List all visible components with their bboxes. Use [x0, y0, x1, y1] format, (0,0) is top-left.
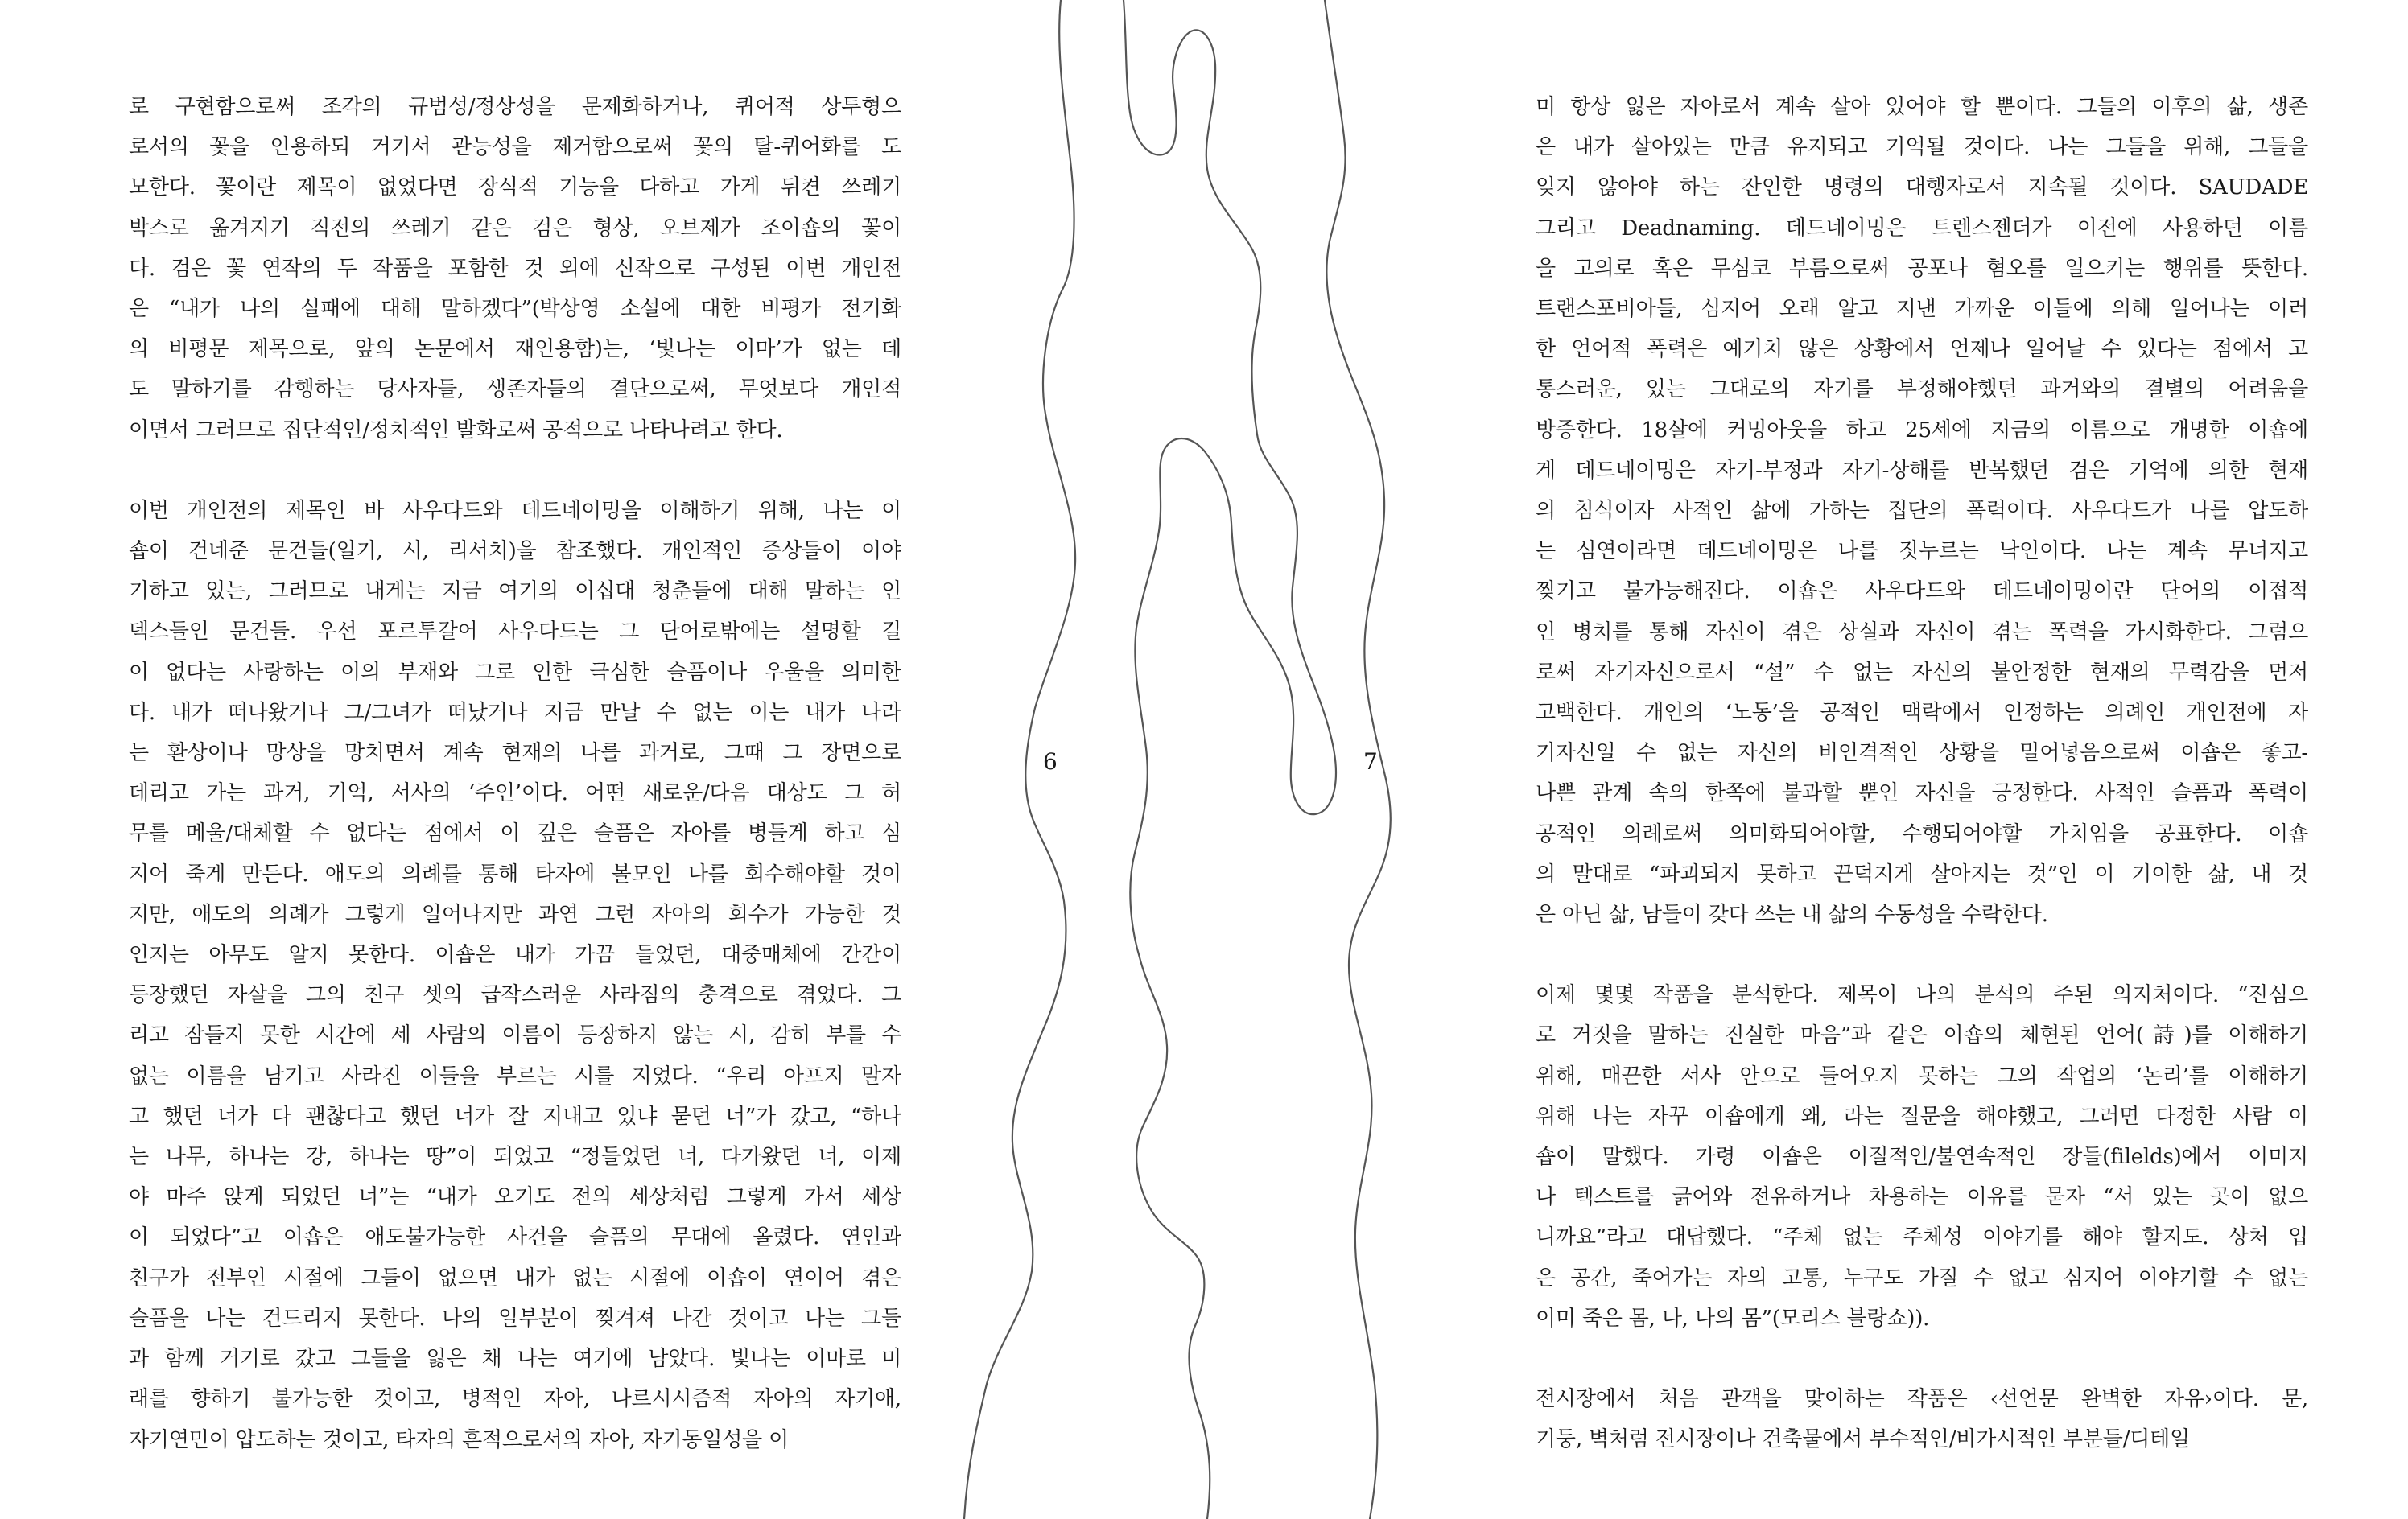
text-line: 이번 개인전의 제목인 바 사우다드와 데드네이밍을 이해하기 위해, 나는 이: [129, 498, 901, 523]
text-line: 전시장에서 처음 관객을 맞이하는 작품은 ‹선언문 완벽한 자유›이다. 문,: [1536, 1387, 2308, 1412]
text-line: 방증한다. 18살에 커밍아웃을 하고 25세에 지금의 이름으로 개명한 이숍에: [1536, 418, 2308, 443]
text-line: 게 데드네이밍은 자기-부정과 자기-상해를 반복했던 검은 기억에 의한 현재: [1536, 458, 2308, 483]
text-line: 친구가 전부인 시절에 그들이 없으면 내가 없는 시절에 이숍이 연이어 겪은: [129, 1266, 901, 1291]
text-line: 을 고의로 혹은 무심코 부름으로써 공포나 혐오를 일으키는 행위를 뜻한다.: [1536, 256, 2308, 281]
text-line: 도 말하기를 감행하는 당사자들, 생존자들의 결단으로써, 무엇보다 개인적: [129, 377, 901, 402]
text-line: 리고 잠들지 못한 시간에 세 사람의 이름이 등장하지 않는 시, 감히 부를 수: [129, 1023, 901, 1048]
text-line: 미 항상 잃은 자아로서 계속 살아 있어야 할 뿐이다. 그들의 이후의 삶, 생존: [1536, 95, 2308, 119]
text-line: 위해, 매끈한 서사 안으로 들어오지 못하는 그의 작업의 ‘논리’를 이해하기: [1536, 1064, 2308, 1089]
text-line: 기둥, 벽처럼 전시장이나 건축물에서 부수적인/비가시적인 부분들/디테일: [1536, 1427, 2190, 1452]
text-line: 다. 검은 꽃 연작의 두 작품을 포함한 것 외에 신작으로 구성된 이번 개인전: [129, 256, 901, 281]
text-line: 은 아닌 삶, 남들이 갖다 쓰는 내 삶의 수동성을 수락한다.: [1536, 903, 2048, 928]
right-page: [1204, 0, 2408, 1519]
text-line: 이면서 그러므로 집단적인/정치적인 발화로써 공적으로 나타나려고 한다.: [129, 418, 783, 443]
text-line: 의 말대로 “파괴되지 못하고 끈덕지게 살아지는 것”인 이 기이한 삶, 내 것: [1536, 862, 2308, 887]
text-line: 은 공간, 죽어가는 자의 고통, 누구도 가질 수 없고 심지어 이야기할 수 없는: [1536, 1266, 2308, 1291]
text-line: 이 없다는 사랑하는 이의 부재와 그로 인한 극심한 슬픔이나 우울을 의미한: [129, 660, 901, 685]
text-line: 의 비평문 제목으로, 앞의 논문에서 재인용함)는, ‘빛나는 이마’가 없는 데: [129, 337, 901, 362]
text-line: 기자신일 수 없는 자신의 비인격적인 상황을 밀어넣음으로써 이숍은 좋고-: [1536, 741, 2308, 766]
text-line: 등장했던 자살을 그의 친구 셋의 급작스러운 사라짐의 충격으로 겪었다. 그: [129, 983, 901, 1008]
text-line: 는 환상이나 망상을 망치면서 계속 현재의 나를 과거로, 그때 그 장면으로: [129, 741, 901, 766]
text-line: 로써 자기자신으로서 “설” 수 없는 자신의 불안정한 현재의 무력감을 먼저: [1536, 660, 2308, 685]
text-line: 없는 이름을 남기고 사라진 이들을 부르는 시를 지었다. “우리 아프지 말자: [129, 1064, 901, 1089]
paragraph: [129, 491, 901, 1460]
left-page-text-column: [129, 87, 901, 1500]
text-line: 나쁜 관계 속의 한쪽에 불과할 뿐인 자신을 긍정한다. 사적인 슬픔과 폭력이: [1536, 781, 2308, 806]
text-line: 기하고 있는, 그러므로 내게는 지금 여기의 이십대 청춘들에 대해 말하는 인: [129, 579, 901, 604]
text-line: 지만, 애도의 의례가 그렇게 일어나지만 과연 그런 자아의 회수가 가능한 것: [129, 902, 901, 927]
text-line: 통스러운, 있는 그대로의 자기를 부정해야했던 과거와의 결별의 어려움을: [1536, 377, 2308, 402]
text-line: 은 “내가 나의 실패에 대해 말하겠다”(박상영 소설에 대한 비평가 전기화: [129, 297, 901, 322]
text-line: 무를 메울/대체할 수 없다는 점에서 이 깊은 슬픔은 자아를 병들게 하고 심: [129, 821, 901, 846]
text-line: 이미 죽은 몸, 나, 나의 몸”(모리스 블랑쇼)).: [1536, 1306, 1930, 1331]
text-line: 위해 나는 자꾸 이숍에게 왜, 라는 질문을 해야했고, 그러면 다정한 사람 이: [1536, 1104, 2308, 1129]
text-line: 은 내가 살아있는 만큼 유지되고 기억될 것이다. 나는 그들을 위해, 그들을: [1536, 135, 2308, 160]
text-line: 공적인 의례로써 의미화되어야할, 수행되어야할 가치임을 공표한다. 이숍: [1536, 821, 2308, 846]
page-number: 6: [1043, 748, 1058, 775]
text-line: 의 침식이자 사적인 삶에 가하는 집단의 폭력이다. 사우다드가 나를 압도하: [1536, 499, 2308, 524]
page-number: 7: [1363, 748, 1378, 775]
paragraph: [1536, 975, 2308, 1339]
text-line: 고 했던 너가 다 괜찮다고 했던 너가 잘 지내고 있냐 묻던 너”가 갔고, “하나: [129, 1104, 901, 1129]
text-line: 야 마주 앉게 되었던 너”는 “내가 오기도 전의 세상처럼 그렇게 가서 세상: [129, 1185, 901, 1210]
text-line: 잊지 않아야 하는 잔인한 명령의 대행자로서 지속될 것이다. SAUDADE: [1536, 175, 2308, 200]
text-line: 다. 내가 떠나왔거나 그/그녀가 떠났거나 지금 만날 수 없는 이는 내가 나라: [129, 700, 901, 725]
text-line: 박스로 옮겨지기 직전의 쓰레기 같은 검은 형상, 오브제가 조이숍의 꽃이: [129, 216, 901, 241]
text-line: 로 거짓을 말하는 진실한 마음”과 같은 이숍의 체현된 언어(詩)를 이해하기: [1536, 1023, 2308, 1048]
text-line: 고백한다. 개인의 ‘노동’을 공적인 맥락에서 인정하는 의례인 개인전에 자: [1536, 701, 2308, 726]
text-line: 데리고 가는 과거, 기억, 서사의 ‘주인’이다. 어떤 새로운/다음 대상도 그 허: [129, 781, 901, 806]
text-line: 이 되었다”고 이숍은 애도불가능한 사건을 슬픔의 무대에 올렸다. 연인과: [129, 1225, 901, 1250]
paragraph: [1536, 1379, 2308, 1459]
text-line: 모한다. 꽃이란 제목이 없었다면 장식적 기능을 다하고 가게 뒤켠 쓰레기: [129, 175, 901, 200]
text-line: 슬픔을 나는 건드리지 못한다. 나의 일부분이 찢겨져 나간 것이고 나는 그들: [129, 1306, 901, 1331]
text-line: 그리고 Deadnaming. 데드네이밍은 트렌스젠더가 이전에 사용하던 이름: [1536, 216, 2308, 241]
text-line: 래를 향하기 불가능한 것이고, 병적인 자아, 나르시시즘적 자아의 자기애,: [129, 1387, 901, 1412]
text-line: 나 텍스트를 긁어와 전유하거나 차용하는 이유를 묻자 “서 있는 곳이 없으: [1536, 1185, 2308, 1210]
text-line: 인 병치를 통해 자신이 겪은 상실과 자신이 겪는 폭력을 가시화한다. 그럼으: [1536, 620, 2308, 644]
text-line: 트랜스포비아들, 심지어 오래 알고 지낸 가까운 이들에 의해 일어나는 이러: [1536, 297, 2308, 322]
text-line: 로 구현함으로써 조각의 규범성/정상성을 문제화하거나, 퀴어적 상투형으: [129, 95, 901, 119]
text-line: 과 함께 거기로 갔고 그들을 잃은 채 나는 여기에 남았다. 빛나는 이마로 미: [129, 1347, 901, 1372]
text-line: 한 언어적 폭력은 예기치 않은 상황에서 언제나 일어날 수 있다는 점에서 고: [1536, 337, 2308, 362]
text-line: 는 심연이라면 데드네이밍은 나를 짓누르는 낙인이다. 나는 계속 무너지고: [1536, 539, 2308, 564]
text-line: 이제 몇몇 작품을 분석한다. 제목이 나의 분석의 주된 의지처이다. “진심으: [1536, 983, 2308, 1008]
text-line: 인지는 아무도 알지 못한다. 이숍은 내가 가끔 들었던, 대중매체에 간간이: [129, 943, 901, 968]
text-line: 니까요”라고 대답했다. “주체 없는 주체성 이야기를 해야 할지도. 상처 입: [1536, 1225, 2308, 1250]
text-line: 숍이 건네준 문건들(일기, 시, 리서치)을 참조했다. 개인적인 증상들이 이야: [129, 539, 901, 564]
text-line: 덱스들인 문건들. 우선 포르투갈어 사우다드는 그 단어로밖에는 설명할 길: [129, 620, 901, 644]
text-line: 숍이 말했다. 가령 이숍은 이질적인/불연속적인 장들(filelds)에서 이미지: [1536, 1145, 2308, 1170]
text-line: 찢기고 불가능해진다. 이숍은 사우다드와 데드네이밍이란 단어의 이접적: [1536, 579, 2308, 604]
right-page-text-column: [1536, 87, 2308, 1500]
text-line: 는 나무, 하나는 강, 하나는 땅”이 되었고 “정들었던 너, 다가왔던 너, 이제: [129, 1145, 901, 1170]
text-line: 로서의 꽃을 인용하되 거기서 관능성을 제거함으로써 꽃의 탈-퀴어화를 도: [129, 135, 901, 160]
paragraph: [1536, 87, 2308, 935]
text-line: 지어 죽게 만든다. 애도의 의례를 통해 타자에 볼모인 나를 회수해야할 것이: [129, 862, 901, 887]
text-line: 자기연민이 압도하는 것이고, 타자의 흔적으로서의 자아, 자기동일성을 이: [129, 1427, 790, 1452]
paragraph: [129, 87, 901, 451]
